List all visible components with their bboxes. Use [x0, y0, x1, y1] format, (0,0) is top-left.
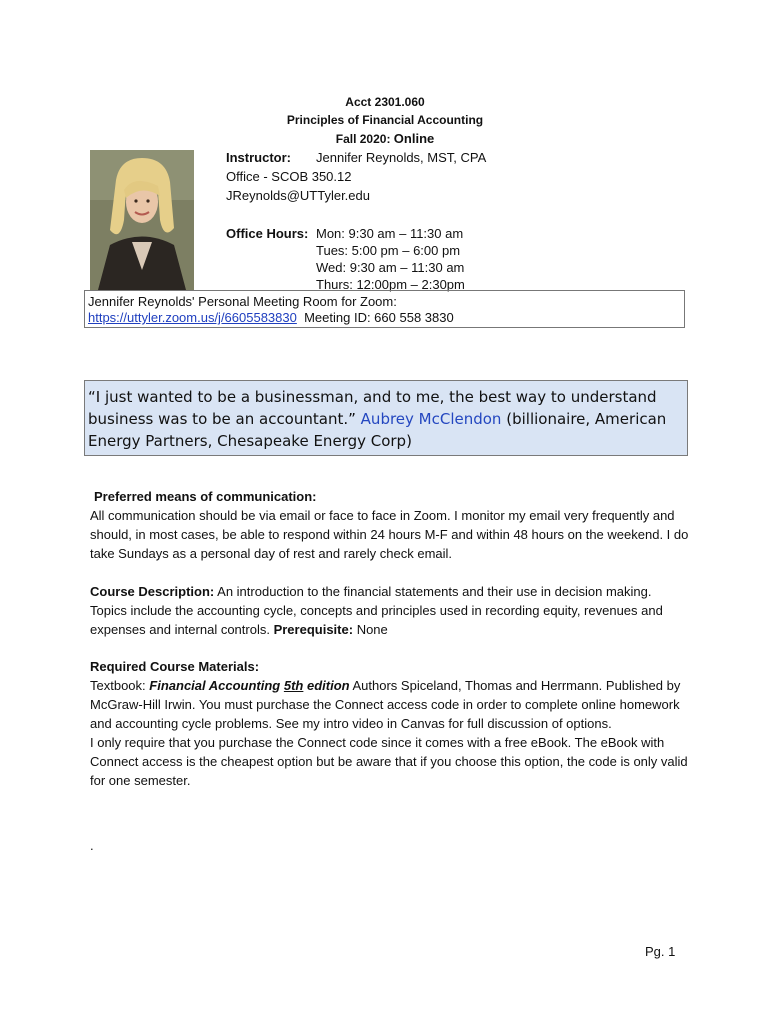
- prereq-value: None: [356, 622, 388, 637]
- course-name: Principles of Financial Accounting: [286, 113, 484, 127]
- course-code: Acct 2301.060: [345, 95, 425, 109]
- stray-dot: .: [90, 838, 94, 853]
- zoom-meeting-id: Meeting ID: 660 558 3830: [304, 310, 454, 325]
- zoom-link[interactable]: https://uttyler.zoom.us/j/6605583830: [88, 310, 297, 325]
- quote-attribution: (billionaire, American Energy Partners, Chesapeake Energy Corp): [88, 410, 667, 450]
- textbook-authors: Authors Spiceland, Thomas and Herrmann.: [352, 678, 603, 693]
- portrait-icon: [90, 150, 194, 290]
- office-hours-slot: Mon: 9:30 am – 11:30 am: [316, 226, 464, 241]
- term-label: Fall 2020:: [335, 132, 391, 146]
- textbook-edition-suffix: edition: [303, 678, 350, 693]
- communication-heading: Preferred means of communication:: [94, 489, 317, 504]
- zoom-room-label: Jennifer Reynolds' Personal Meeting Room for Zoom:: [88, 294, 397, 309]
- description-label: Course Description:: [90, 584, 215, 599]
- instructor-name: Jennifer Reynolds, MST, CPA: [316, 150, 487, 165]
- instructor-photo: [90, 150, 194, 290]
- materials-body-2: I only require that you purchase the Connect code since it comes with a free eBook. The eBook with Connect access is the cheapest option but be aware that if you choose this option, the code is only valid for one semester.: [90, 735, 688, 788]
- communication-section: [90, 487, 690, 563]
- office-hours-slot: Thurs: 12:00pm – 2:30pm: [316, 277, 465, 292]
- office-hours-label: Office Hours:: [226, 226, 309, 241]
- zoom-line: [88, 310, 681, 326]
- term-mode: Online: [393, 131, 435, 146]
- description-body: An introduction to the financial statements and their use in decision making. Topics include the accounting cycle, concepts and principles used in recording equity, revenues and expenses and internal controls.: [90, 584, 663, 637]
- course-term: [0, 131, 770, 146]
- materials-section: [90, 657, 690, 790]
- materials-heading: Required Course Materials:: [90, 659, 260, 674]
- quote-box: [84, 380, 688, 456]
- office-location: Office - SCOB 350.12: [226, 169, 352, 184]
- textbook-title: Financial Accounting: [149, 678, 284, 693]
- office-hours-slot: Tues: 5:00 pm – 6:00 pm: [316, 243, 461, 258]
- quote-author: Aubrey McClendon: [360, 410, 502, 428]
- textbook-edition: 5th: [283, 678, 304, 693]
- office-hours-slot: Wed: 9:30 am – 11:30 am: [316, 260, 465, 275]
- materials-body-1: Published by McGraw-Hill Irwin. You must purchase the Connect access code in order to complete online homework and accounting cycle problems. See my intro video in Canvas for full discussion of options.: [90, 678, 681, 731]
- page-number: Pg. 1: [645, 944, 676, 959]
- instructor-email[interactable]: JReynolds@UTTyler.edu: [226, 188, 370, 203]
- course-description-section: [90, 582, 690, 639]
- quote-text: “I just wanted to be a businessman, and to me, the best way to understand business was to be an accountant.”: [88, 388, 657, 428]
- communication-body: All communication should be via email or face to face in Zoom. I monitor my email very frequently and should, in most cases, be able to respond within 24 hours M-F and within 48 hours on the weekend. I do take Sundays as a personal day of rest and rarely check email.: [90, 508, 689, 561]
- prereq-label: Prerequisite:: [273, 622, 354, 637]
- zoom-info-box: [84, 290, 685, 328]
- textbook-label: Textbook:: [90, 678, 146, 693]
- instructor-label: Instructor:: [226, 150, 291, 165]
